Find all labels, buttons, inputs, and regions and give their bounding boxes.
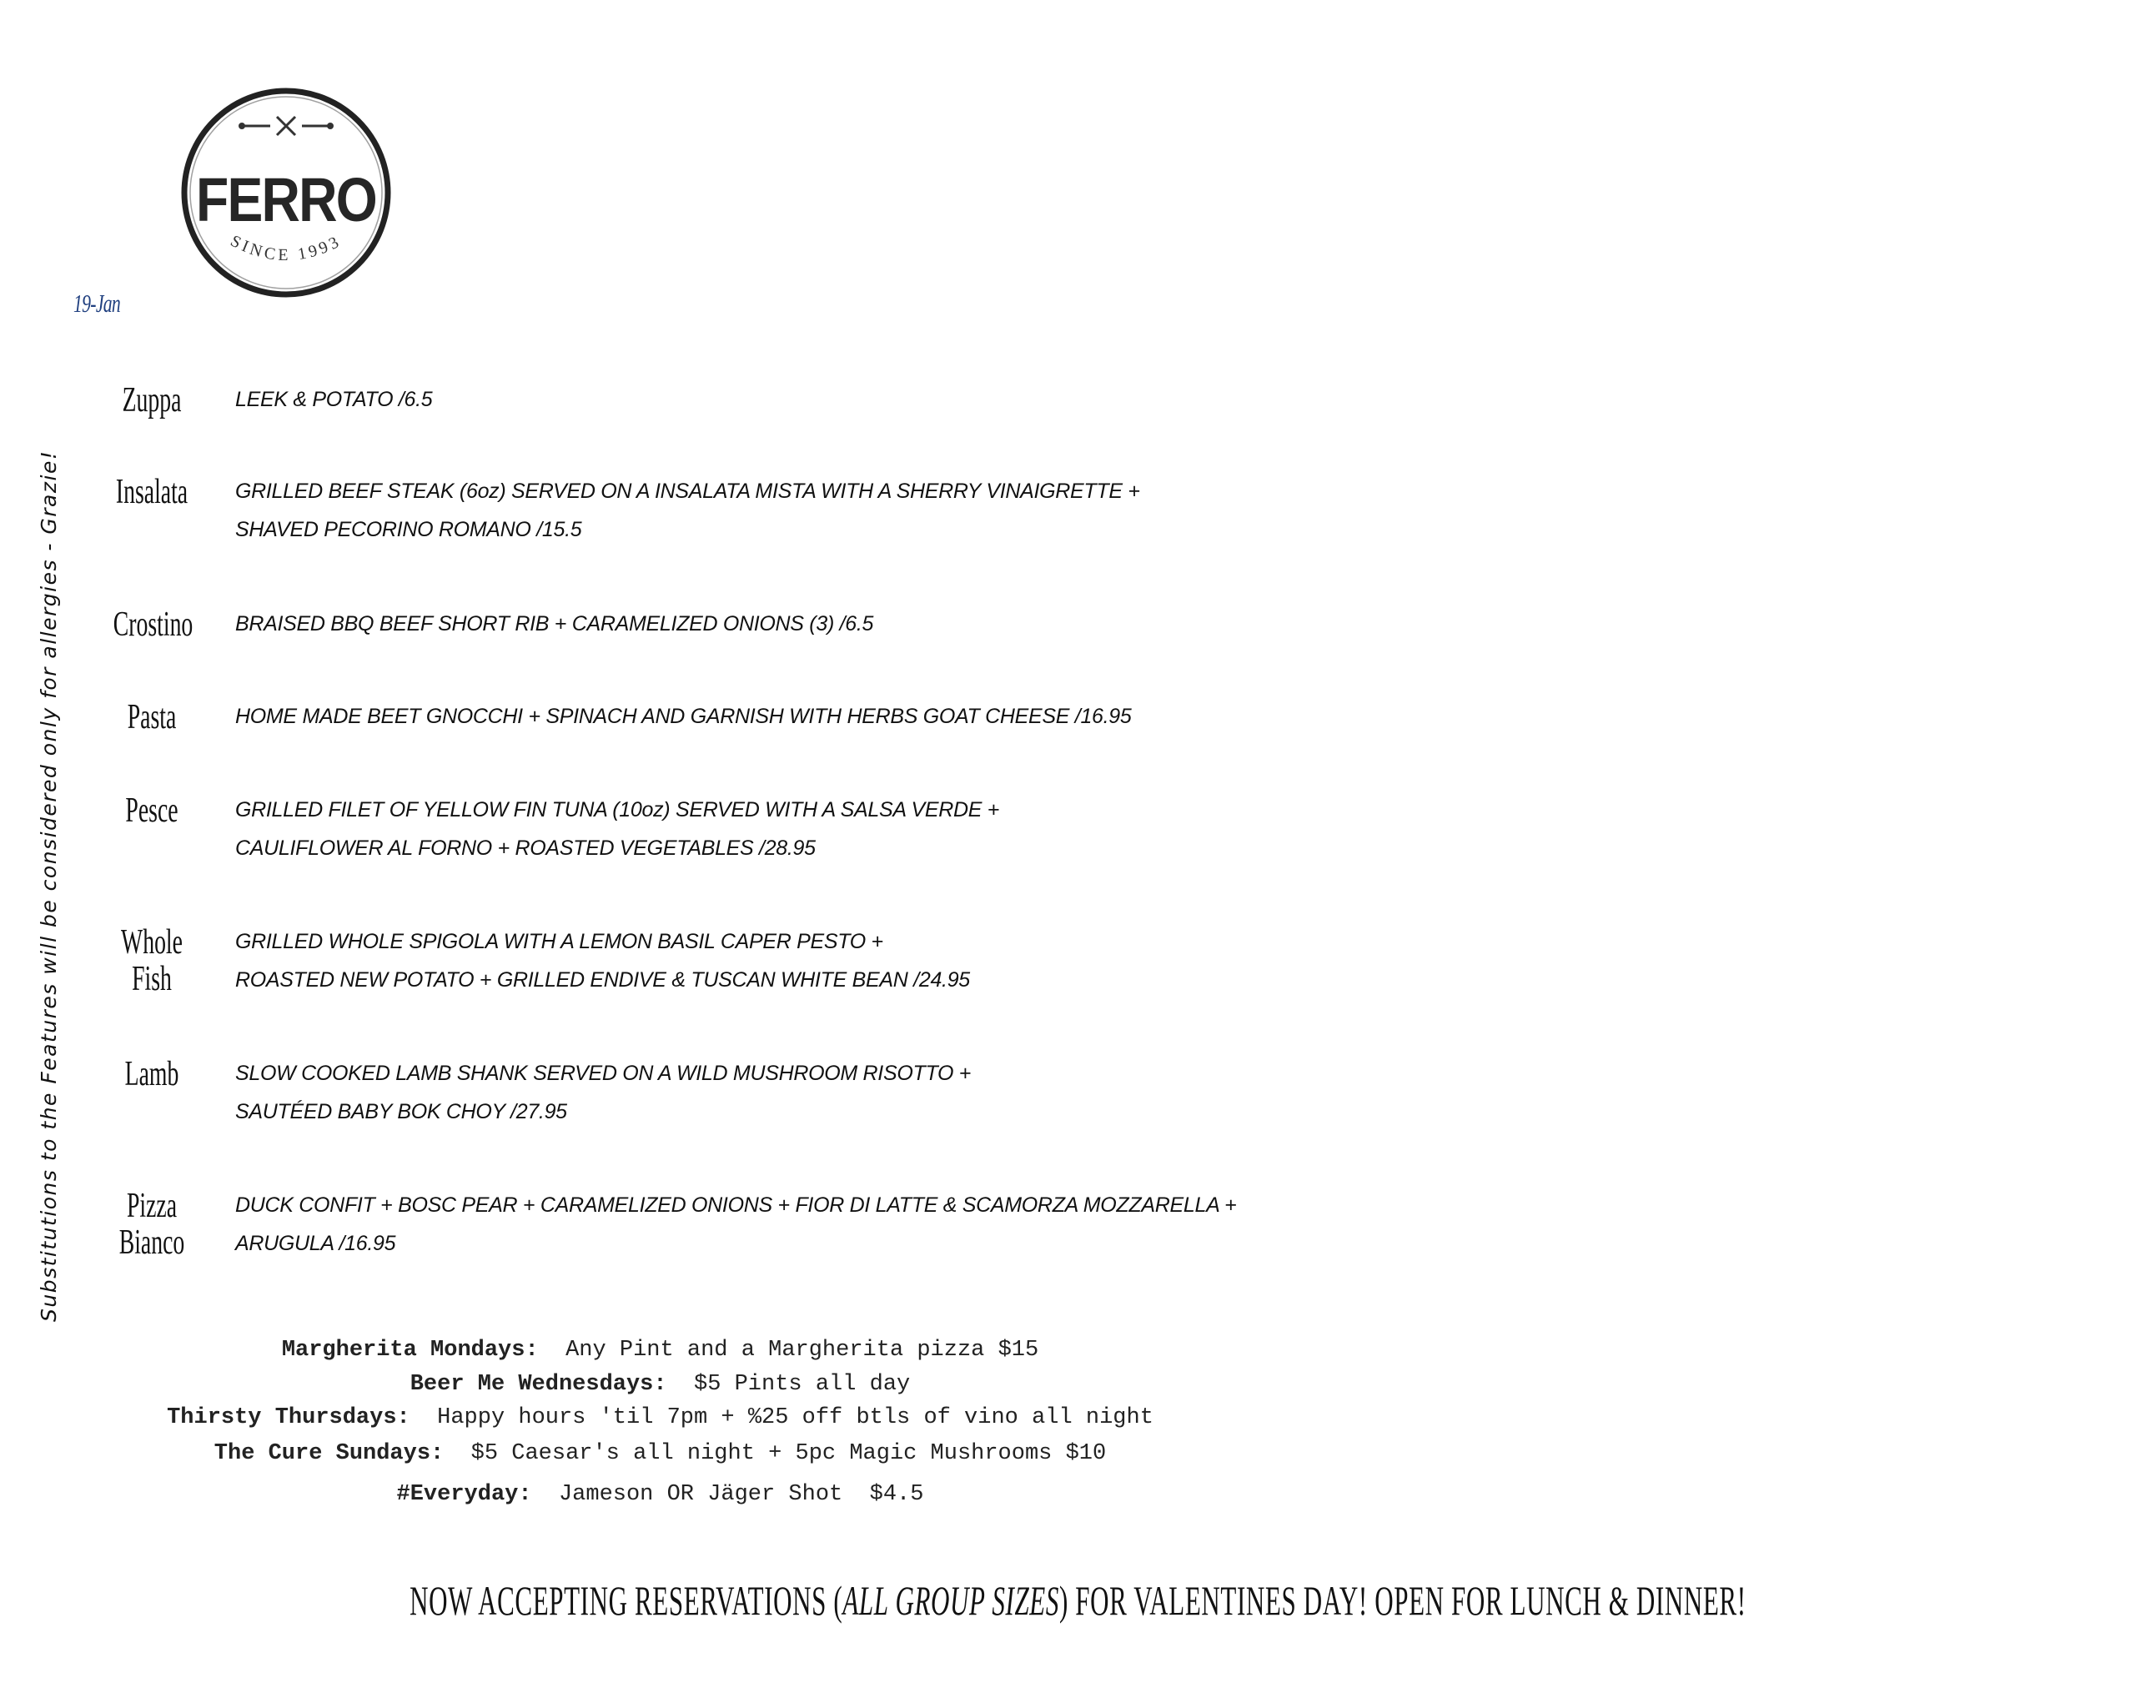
menu-description: BRAISED BBQ BEEF SHORT RIB + CARAMELIZED ONIONS (3) /6.5 xyxy=(235,612,874,635)
menu-description: HOME MADE BEET GNOCCHI + SPINACH AND GARNISH WITH HERBS GOAT CHEESE /16.95 xyxy=(235,705,1132,728)
special-text: $5 Pints all day xyxy=(694,1372,911,1397)
special-row xyxy=(0,1400,1320,1436)
menu-category: Pasta xyxy=(127,698,177,736)
special-text: Jameson OR Jäger Shot $4.5 xyxy=(558,1482,924,1507)
special-row xyxy=(0,1333,1320,1369)
special-row xyxy=(0,1436,1320,1472)
reservations-banner xyxy=(0,1576,1746,1625)
crossed-utensils-icon xyxy=(240,117,333,135)
special-row xyxy=(0,1369,1320,1400)
menu-description: GRILLED BEEF STEAK (6oz) SERVED ON A INSALATA MISTA WITH A SHERRY VINAIGRETTE + SHAVED PECORINO ROMANO /15.5 xyxy=(235,480,1140,541)
menu-category: Insalata xyxy=(115,473,188,511)
special-label: Margherita Mondays: xyxy=(281,1338,539,1363)
special-label: The Cure Sundays: xyxy=(214,1441,445,1466)
special-text: Happy hours 'til 7pm + %25 off btls of vino all night xyxy=(437,1405,1153,1430)
menu-description: DUCK CONFIT + BOSC PEAR + CARAMELIZED ONIONS + FIOR DI LATTE & SCAMORZA MOZZARELLA + ARUGULA /16.95 xyxy=(235,1193,1237,1255)
special-row xyxy=(0,1477,1320,1513)
menu-description: GRILLED FILET OF YELLOW FIN TUNA (10oz) SERVED WITH A SALSA VERDE + CAULIFLOWER AL FORNO + ROASTED VEGETABLES /28.95 xyxy=(235,798,1000,860)
banner-text-start: NOW ACCEPTING RESERVATIONS ( xyxy=(410,1577,843,1624)
banner-text-end: ) FOR VALENTINES DAY! OPEN FOR LUNCH & DINNER! xyxy=(1058,1577,1746,1624)
logo-seal-icon xyxy=(177,83,395,302)
special-label: #Everyday: xyxy=(396,1482,532,1507)
logo-wordmark: FERRO xyxy=(196,165,376,234)
menu-description: GRILLED WHOLE SPIGOLA WITH A LEMON BASIL CAPER PESTO + ROASTED NEW POTATO + GRILLED ENDIVE & TUSCAN WHITE BEAN /24.95 xyxy=(235,930,970,992)
banner-emphasis: ALL GROUP SIZES xyxy=(842,1577,1059,1624)
menu-description: SLOW COOKED LAMB SHANK SERVED ON A WILD MUSHROOM RISOTTO + SAUTÉED BABY BOK CHOY /27.95 xyxy=(235,1062,972,1123)
special-text: Any Pint and a Margherita pizza $15 xyxy=(565,1338,1039,1363)
menu-category: Zuppa xyxy=(122,381,182,419)
menu-description: LEEK & POTATO /6.5 xyxy=(235,388,433,411)
logo-since-text: SINCE 1993 xyxy=(227,231,345,265)
menu-date: 19-Jan xyxy=(73,289,121,318)
special-text: $5 Caesar's all night + 5pc Magic Mushrooms $10 xyxy=(470,1441,1107,1466)
special-label: Beer Me Wednesdays: xyxy=(410,1372,667,1397)
special-label: Thirsty Thursdays: xyxy=(167,1405,410,1430)
menu-category: Whole Fish xyxy=(121,923,183,998)
allergy-substitution-note: Substitutions to the Features will be considered only for allergies - Grazie! xyxy=(37,450,61,1322)
menu-category: Crostino xyxy=(113,605,193,644)
svg-text:SINCE 1993 xyxy=(228,232,344,264)
menu-category: Pesce xyxy=(125,791,178,830)
ferro-logo xyxy=(177,83,395,302)
weekly-specials xyxy=(0,1333,1320,1513)
menu-category: Pizza Bianco xyxy=(118,1187,185,1262)
menu-category: Lamb xyxy=(124,1055,179,1093)
